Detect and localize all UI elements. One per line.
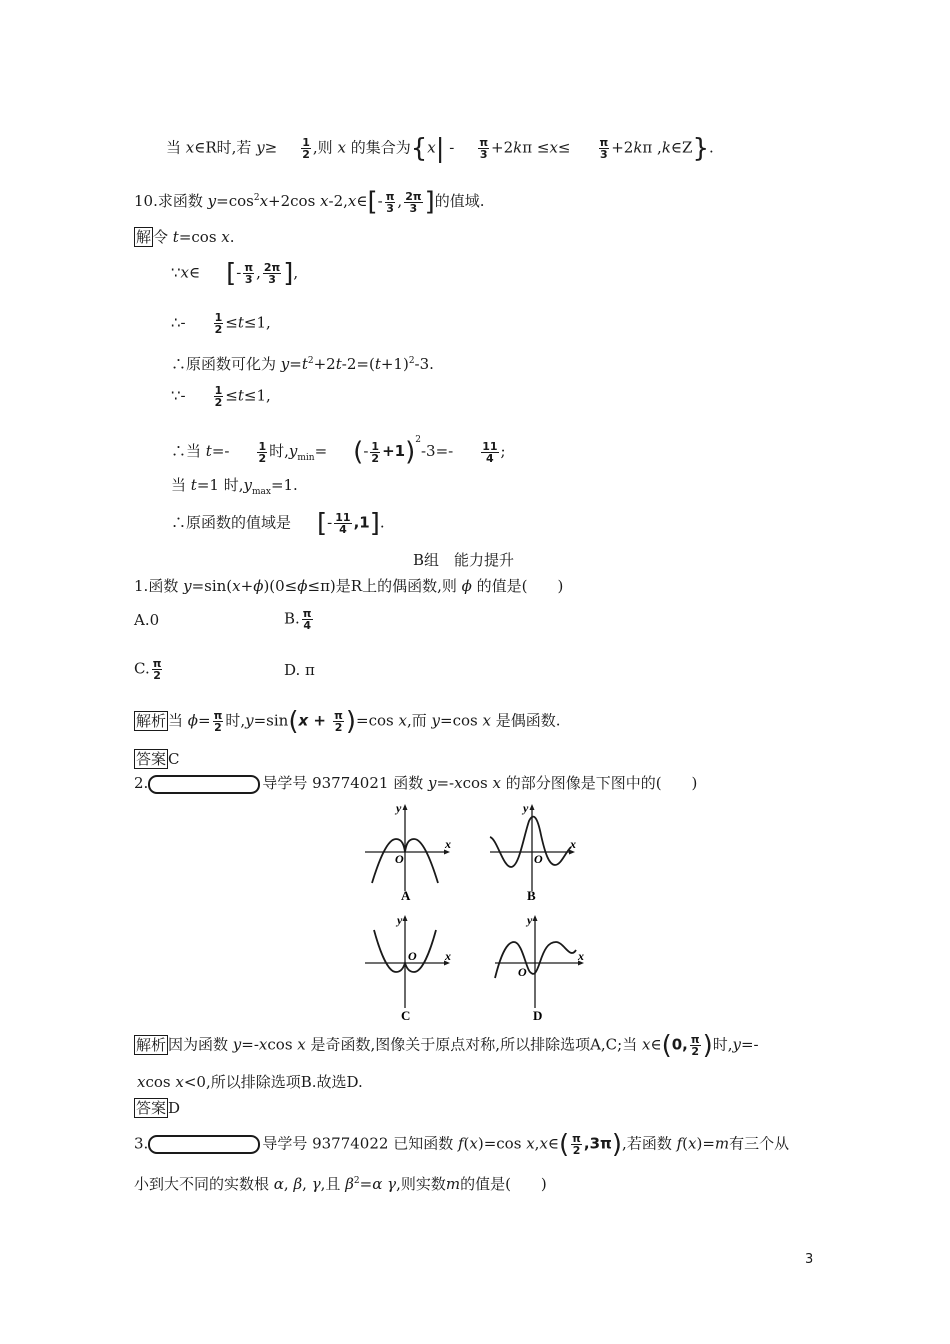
answer-1: 答案 C: [136, 750, 180, 768]
svg-text:x: x: [570, 837, 576, 851]
page-number: 3: [805, 1252, 814, 1267]
step-t-range: ∴- $\frac{1}{2}$ ≤t≤1,: [171, 311, 271, 336]
svg-text:x: x: [445, 949, 451, 963]
analysis-2-cont: xcos x<0,所以排除选项B.故选D.: [137, 1073, 363, 1091]
step-min: ∴当 t=- $\frac{1}{2}$ 时$,y_{min}=$ (- $\frac{1}{2}$ +1)$^2$-3=- $\frac{11}{4}$ ;: [171, 435, 506, 467]
graph-a-label: A: [401, 888, 411, 903]
option-b: B. $\frac{\pi}{4}$: [284, 607, 312, 632]
solution-start: 解 令 t=cos x.: [136, 228, 235, 246]
question-2: 2. 导学号 93774021 函数 y=-xcos x 的部分图像是下图中的( ): [134, 774, 698, 792]
y-axis-label: y: [396, 801, 402, 815]
question-3: 3. 导学号 93774022 已知函数 f(x)=cos x,x∈( $\frac{\pi}{2}$ ,3π),若函数 f(x)=m有三个从: [134, 1129, 790, 1160]
analysis-2: 解析 因为函数 y=-xcos x 是奇函数,图像关于原点对称,所以排除选项A,C;当 x∈(0, $\frac{\pi}{2}$ )时,y=-: [136, 1030, 759, 1061]
analysis-1: 解析 当 ϕ= $\frac{\pi}{2}$ 时,y=sin(x + $\frac{\pi}{2}$ )=cos x,而 y=cos x 是偶函数.: [136, 706, 561, 737]
graph-a: [360, 795, 460, 905]
answer-label: 答案: [136, 750, 167, 768]
svg-text:O: O: [408, 949, 417, 963]
step-transform: ∴原函数可化为 $y=t^2+2t-2=(t+1)^2-3$.: [171, 355, 434, 373]
svg-text:x: x: [578, 949, 584, 963]
graph-b-label: B: [527, 888, 536, 903]
graph-d: [490, 908, 590, 1023]
svg-text:O: O: [518, 965, 527, 979]
guide-badge: [148, 1135, 260, 1154]
guide-badge: [148, 775, 260, 794]
fraction: $\frac{1}{2}$: [302, 136, 310, 161]
svg-text:y: y: [527, 913, 533, 927]
option-a: A.0: [134, 611, 160, 629]
graph-c-label: C: [401, 1008, 411, 1023]
option-d: D. π: [284, 661, 315, 679]
step-x-range: ∵x∈ [- $\frac{\pi}{3}$ , $\frac{2\pi}{3}$ ],: [171, 258, 299, 289]
question-1: 1.函数 y=sin(x+ϕ)(0≤ϕ≤π)是R上的偶函数,则 ϕ 的值是( ): [134, 577, 564, 595]
graph-b: [485, 795, 585, 905]
answer-2: 答案 D: [136, 1099, 181, 1117]
svg-text:y: y: [397, 913, 403, 927]
question-10: 10.求函数 $y=\cos^2x+2\cos$ x-2,x∈[- $\frac{\pi}{3}$ , $\frac{2\pi}{3}$ ]的值域.: [134, 187, 485, 217]
graph-c: [360, 908, 460, 1023]
graph-d-label: D: [533, 1008, 543, 1023]
svg-text:y: y: [523, 801, 529, 815]
option-c: C. $\frac{\pi}{2}$: [134, 657, 162, 682]
step-range: ∴原函数的值域是 [- $\frac{11}{4}$ ,1].: [171, 508, 385, 539]
question-3-cont: 小到大不同的实数根 α, β, γ,且 $\beta^2=\alpha$ γ,则实数m的值是( ): [134, 1175, 547, 1193]
section-heading: B组 能力提升: [413, 551, 515, 569]
step-t-range-2: ∵- $\frac{1}{2}$ ≤t≤1,: [171, 384, 271, 409]
x-axis-label: x: [445, 837, 451, 851]
analysis-label: 解析: [136, 711, 167, 730]
step-max: 当 t=1 时$,y_{max}=1$.: [171, 476, 298, 497]
solution-label: 解: [136, 228, 152, 246]
origin-label: O: [395, 852, 404, 866]
set-statement-line: 当 x∈R时,若 y≥ $\frac{1}{2}$ ,则 x 的集合为{x| - $\frac{\pi}{3}$ +2kπ ≤x≤ $\frac{\pi}{3}$ +2kπ ,k∈Z}.: [166, 133, 714, 164]
svg-text:O: O: [534, 852, 543, 866]
